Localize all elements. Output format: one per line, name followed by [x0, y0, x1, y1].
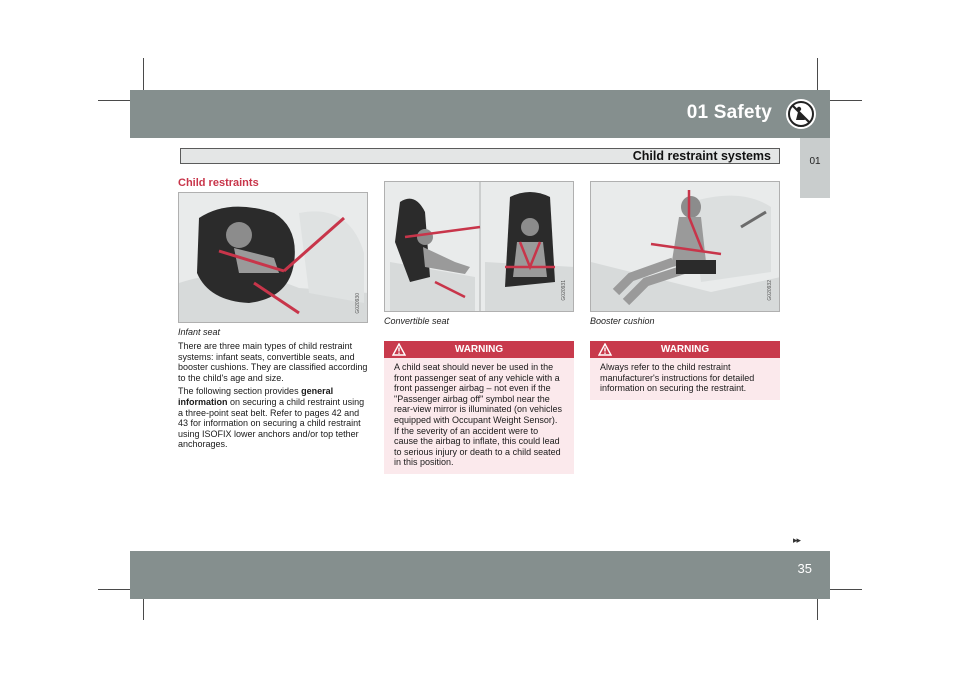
column-booster-cushion: [590, 181, 780, 400]
footer-band: [130, 551, 830, 599]
warning-box: [384, 341, 574, 474]
chapter-tab-label: 01: [809, 156, 821, 167]
figure-code: G020930: [355, 293, 361, 314]
warning-text: Always refer to the child restraint manufacturer's instructions for detailed information on securing the restraint.: [600, 362, 755, 394]
continue-marker: ▸▸: [793, 535, 801, 545]
header-band: [130, 90, 830, 138]
warning-header: [590, 341, 780, 358]
section-bar: [180, 148, 780, 164]
booster-cushion-illustration: [590, 181, 780, 312]
warning-text: A child seat should never be used in the front passenger seat of any vehicle with a front passenger airbag – not even if the "Passenger airbag off" symbol near the rear-view mirror is illuminated (on vehicles equipped with Occupant Weight Sensor). If the severity of an accident were to cause the airbag to inflate, this could lead to serious injury or death to a child seated in this position.: [394, 362, 563, 468]
convertible-seat-illustration: [384, 181, 574, 312]
infant-seat-illustration: [178, 192, 368, 323]
paragraph-text: The following section provides: [178, 386, 302, 397]
general-info-paragraph: [178, 386, 368, 450]
warning-triangle-icon: [392, 343, 406, 356]
figure-code: G020931: [561, 280, 567, 301]
figure-caption: Convertible seat: [384, 316, 450, 326]
warning-triangle-icon: [598, 343, 612, 356]
warning-label: WARNING: [454, 344, 504, 355]
figure-caption: Infant seat: [178, 327, 221, 337]
figure-caption: Booster cushion: [590, 316, 655, 326]
intro-paragraph: There are three main types of child restraint systems: infant seats, convertible seats, and booster cushions. They are classified according to the child's age and size.: [178, 341, 368, 383]
warning-label: WARNING: [660, 344, 710, 355]
airbag-prohibition-icon: [786, 99, 816, 129]
chapter-title: 01 Safety: [686, 102, 772, 123]
section-title: Child restraint systems: [632, 149, 771, 163]
column-infant-seat: [178, 176, 368, 450]
section-heading: Child restraints: [178, 177, 259, 189]
paragraph-text: on securing a child restraint using a three-point seat belt. Refer to pages 42 and 43 for information on securing a child restraint using ISOFIX lower anchors and/or top tether anchorages.: [178, 396, 365, 450]
column-convertible-seat: [384, 181, 574, 474]
page-number: 35: [797, 561, 812, 576]
chapter-tab: [800, 138, 830, 198]
warning-header: [384, 341, 574, 358]
paragraph-bold-text: general information: [178, 386, 334, 407]
warning-box: [590, 341, 780, 400]
figure-code: G020932: [767, 280, 773, 301]
